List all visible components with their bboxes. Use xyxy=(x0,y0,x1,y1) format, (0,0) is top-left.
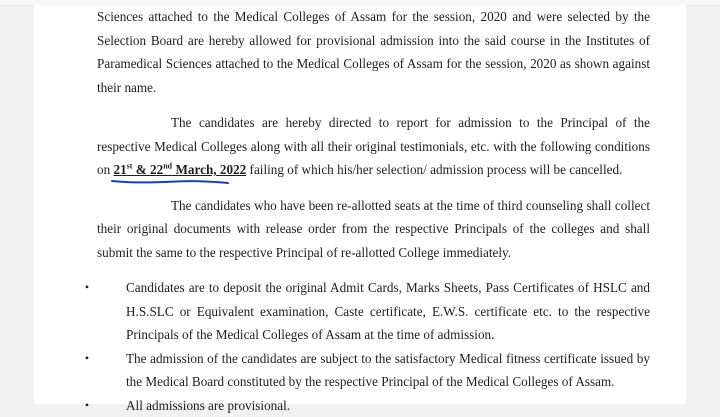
condition-item-provisional: • All admissions are provisional. xyxy=(97,394,650,417)
bullet-icon: • xyxy=(82,347,92,371)
condition-item-documents: • Candidates are to deposit the original Admit Cards, Marks Sheets, Pass Certificates of HSLC and H.S.SLC or Equivalent examination, Caste certificate, E.W.S. certificate etc. to the respective Principals of the Medical Colleges of Assam at the time of admission. xyxy=(97,276,650,347)
bullet-icon: • xyxy=(82,276,92,300)
reporting-date: 21st & 22nd March, 2022 xyxy=(113,162,246,177)
paragraph-re-allotted: The candidates who have been re-allotted seats at the time of third counseling shall collect their original documents with release order from the respective Principals of the colleges and shall submit the same to the respective Principal of re-allotted College immediately. xyxy=(97,194,650,265)
document-page xyxy=(34,5,686,404)
paragraph-admission-allowed: Sciences attached to the Medical Colleges of Assam for the session, 2020 and were selected by the Selection Board are hereby allowed for provisional admission into the said course in the Institutes of Paramedical Sciences attached to the Medical Colleges of Assam for the session, 2020 as shown against their name. xyxy=(97,5,650,99)
pen-underline-annotation xyxy=(111,179,229,185)
bullet-icon: • xyxy=(82,394,92,417)
paragraph-report-directive xyxy=(97,111,650,182)
document-content xyxy=(97,5,650,417)
report-directive-text: The candidates are hereby directed to report for admission to the Principal of the respective Medical Colleges along with all their original testimonials, etc. with the following conditions on xyxy=(97,115,650,177)
report-directive-consequence: failing of which his/her selection/ admission process will be cancelled. xyxy=(246,162,622,177)
conditions-list xyxy=(97,276,650,417)
condition-item-medical-fitness: • The admission of the candidates are subject to the satisfactory Medical fitness certificate issued by the Medical Board constituted by the respective Principal of the Medical Colleges of Assam. xyxy=(97,347,650,394)
